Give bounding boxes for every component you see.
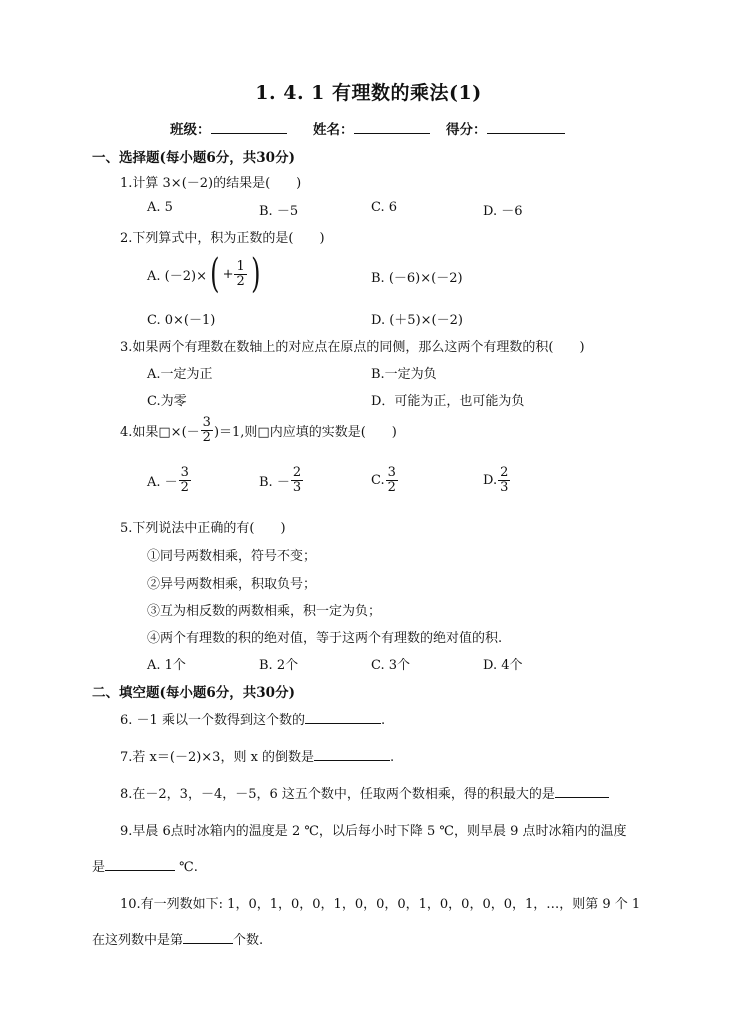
q1-option-b: B. －5	[259, 204, 299, 219]
score-field	[446, 118, 565, 138]
fraction-denominator: 2	[236, 273, 245, 289]
score-label: 得分：	[446, 122, 487, 138]
q6-suffix: .	[380, 713, 386, 728]
q6-text: 6. －1 乘以一个数得到这个数的	[120, 713, 305, 728]
q5-option-d: D. 4个	[483, 658, 523, 673]
q10-blank[interactable]	[183, 930, 233, 944]
fraction-numerator: 3	[180, 465, 189, 480]
q1-stem: 1.计算 3×(－2)的结果是( )	[120, 176, 302, 191]
left-paren: (	[210, 251, 220, 297]
q4-stem-prefix: 4.如果□×(－	[120, 424, 200, 440]
q10-prefix: 在这列数中是第	[92, 933, 184, 948]
q9-prefix: 是	[92, 860, 106, 875]
q4-option-a	[147, 466, 192, 494]
q2-option-d: D. (＋5)×(－2)	[371, 313, 463, 328]
q9-blank[interactable]	[105, 857, 175, 871]
q2-option-c: C. 0×(－1)	[147, 313, 216, 328]
q2-option-b: B. (－6)×(－2)	[371, 271, 463, 286]
q8-blank[interactable]	[555, 784, 609, 798]
fraction-denominator: 3	[500, 479, 509, 495]
q4-stem	[120, 416, 397, 444]
class-blank[interactable]	[211, 120, 287, 134]
q4-a-prefix: A. －	[147, 474, 178, 490]
page-title: 1. 4. 1 有理数的乘法(1)	[255, 82, 482, 104]
q9-line2	[92, 856, 198, 875]
q4-stem-fraction	[201, 416, 213, 444]
right-paren: )	[250, 251, 261, 297]
fraction-numerator: 2	[500, 465, 509, 480]
name-blank[interactable]	[354, 120, 430, 134]
fraction-denominator: 2	[387, 479, 396, 495]
q4-stem-suffix: )＝1,则□内应填的实数是( )	[213, 424, 397, 440]
q4-option-c	[371, 466, 399, 494]
q6-blank[interactable]	[305, 710, 381, 724]
q3-stem: 3.如果两个有理数在数轴上的对应点在原点的同侧，那么这两个有理数的积( )	[120, 340, 585, 355]
q5-option-c: C. 3个	[371, 658, 411, 673]
q1-option-a: A. 5	[147, 200, 173, 215]
q10-suffix: 个数.	[233, 933, 264, 948]
q5-statement-4: ④两个有理数的积的绝对值，等于这两个有理数的绝对值的积.	[147, 631, 503, 646]
q7-suffix: .	[390, 750, 395, 765]
fraction-numerator: 3	[387, 465, 396, 480]
q3-option-a: A.一定为正	[147, 367, 213, 382]
q7-blank[interactable]	[314, 747, 390, 761]
fraction-denominator: 2	[180, 479, 189, 495]
q1-option-c: C. 6	[371, 200, 398, 215]
q5-statement-2: ②异号两数相乘，积取负号；	[147, 577, 317, 592]
q2-a-sign: +	[222, 266, 234, 282]
q5-statement-1: ①同号两数相乘，符号不变；	[147, 549, 317, 564]
q4-d-prefix: D.	[483, 472, 498, 488]
q4-b-fraction	[291, 466, 303, 494]
q9-suffix: ℃.	[175, 860, 198, 875]
q6	[120, 709, 385, 728]
section2-heading: 二、填空题(每小题6分，共30分)	[92, 685, 295, 701]
fraction-numerator: 1	[236, 258, 245, 274]
fraction-numerator: 2	[292, 465, 302, 480]
q2-stem-text: 2.下列算式中，积为正数的是( )	[120, 231, 325, 246]
fraction-denominator: 2	[202, 429, 211, 445]
q9-line1: 9.早晨 6点时冰箱内的温度是 2 ℃，以后每小时下降 5 ℃，则早晨 9 点时冰箱内的温度	[120, 824, 627, 839]
q4-c-prefix: C.	[371, 472, 385, 488]
q4-d-fraction	[498, 466, 510, 494]
q2-a-fraction	[234, 260, 246, 288]
class-label: 班级：	[170, 122, 211, 138]
q5-option-a: A. 1个	[147, 658, 186, 673]
q2-option-a	[147, 251, 263, 297]
name-label: 姓名：	[313, 122, 354, 138]
q5-stem: 5.下列说法中正确的有( )	[120, 521, 286, 536]
q7-text: 7.若 x＝(－2)×3，则 x 的倒数是	[120, 750, 315, 765]
q8-text: 8.在－2，3，－4，－5，6 这五个数中，任取两个数相乘，得的积最大的是	[120, 787, 555, 802]
q5-option-b: B. 2个	[259, 658, 299, 673]
fraction-denominator: 3	[292, 479, 302, 495]
q8	[120, 783, 609, 802]
class-field	[170, 118, 287, 138]
q4-option-d	[483, 466, 511, 494]
q3-option-b: B.一定为负	[371, 367, 437, 382]
q10-line1: 10.有一列数如下: 1，0，1，0，0，1，0，0，0，1，0，0，0，0，1，…，则第 9 个 1	[120, 897, 641, 912]
fraction-numerator: 3	[202, 415, 211, 430]
name-field	[313, 118, 430, 138]
q4-option-b	[259, 466, 304, 494]
q7	[120, 746, 394, 765]
q5-statement-3: ③互为相反数的两数相乘，积一定为负；	[147, 604, 382, 619]
q3-option-d: D．可能为正，也可能为负	[371, 394, 525, 409]
section1-heading: 一、选择题(每小题6分，共30分)	[92, 150, 295, 166]
q4-a-fraction	[179, 466, 191, 494]
q3-option-c: C.为零	[147, 394, 187, 409]
score-blank[interactable]	[487, 120, 565, 134]
q10-line2	[92, 929, 263, 948]
q2-a-prefix: A. (－2)×	[147, 268, 207, 284]
q4-c-fraction	[386, 466, 398, 494]
q1-option-d: D. －6	[483, 204, 523, 219]
q4-b-prefix: B. －	[259, 474, 290, 490]
